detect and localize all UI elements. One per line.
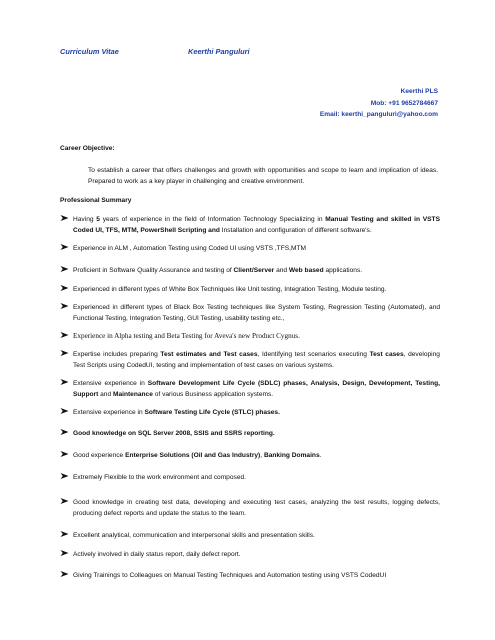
- bold-text-run: Software Testing Life Cycle (STLC) phases.: [144, 409, 280, 416]
- text-run: Having: [73, 216, 97, 223]
- arrow-bullet-icon: [60, 302, 70, 311]
- summary-item-text: [73, 472, 440, 483]
- contact-mobile: Mob: +91 9652784667: [370, 99, 438, 107]
- arrow-bullet-icon: [60, 349, 70, 358]
- text-run: Experience in ALM , Automation Testing using Coded UI using VSTS ,TFS,MTM: [73, 245, 306, 252]
- arrow-bullet-icon: [60, 378, 70, 387]
- arrow-bullet-icon: [60, 549, 70, 558]
- summary-item-text: [73, 302, 440, 324]
- contact-name: Keerthi PLS: [400, 88, 438, 95]
- text-run: Experience in Alpha testing and Beta Testing for Aveva's new Product Cygnus.: [73, 332, 300, 340]
- arrow-bullet-icon: [60, 265, 70, 274]
- contact-email: Email: keerthi_panguluri@yahoo.com: [319, 111, 438, 118]
- text-run: ,: [260, 452, 264, 459]
- summary-item-text: [73, 331, 440, 342]
- bold-text-run: Test cases: [369, 351, 404, 358]
- text-run: Good knowledge in creating test data, developing and executing test cases, analyzing the test results, logging defects, producing defect reports and update the status to the team.: [73, 499, 440, 517]
- summary-item-text: [73, 265, 440, 276]
- text-run: Experienced in different types of Black Box Testing techniques like System Testing, Regression Testing (Automated), and Functional Testing, Integration Testing, GUI Testing, usability testing etc.,: [73, 304, 440, 322]
- text-run: Excellent analytical, communication and interpersonal skills and presentation skills.: [73, 532, 315, 539]
- text-run: , Identifying test scenarios executing: [257, 351, 370, 358]
- doc-type-label: Curriculum Vitae: [60, 47, 119, 56]
- summary-item-text: [73, 450, 440, 461]
- bold-text-run: Good knowledge on SQL Server 2008, SSIS and SSRS reporting.: [73, 430, 275, 437]
- arrow-bullet-icon: [60, 407, 70, 416]
- text-run: Good experience: [73, 452, 126, 459]
- bold-text-run: Web based: [288, 267, 324, 274]
- header-name: Keerthi Panguluri: [188, 47, 250, 56]
- bold-text-run: Client/Server: [233, 267, 275, 274]
- bold-text-run: Test estimates and Test cases: [160, 351, 258, 358]
- arrow-bullet-icon: [60, 570, 70, 579]
- arrow-bullet-icon: [60, 331, 70, 340]
- bold-text-run: 5: [96, 216, 100, 223]
- text-run: Extensive experience in: [73, 380, 148, 387]
- summary-item-text: [73, 549, 440, 560]
- text-run: , developing Test Scripts using CodedUI, testing and implementation of test cases on various systems.: [73, 351, 440, 369]
- contact-block: [320, 86, 438, 121]
- text-run: Actively involved in daily status report, daily defect report.: [73, 551, 241, 558]
- bold-text-run: Banking Domains: [263, 452, 320, 459]
- text-run: and: [98, 391, 113, 398]
- text-run: years of experience in the field of Information Technology Specializing in: [99, 216, 326, 223]
- text-run: applications.: [323, 267, 363, 274]
- summary-item-text: [73, 378, 440, 400]
- arrow-bullet-icon: [60, 450, 70, 459]
- career-objective-text: To establish a career that offers challenges and growth with opportunities and scope to learn and implication of ideas. Prepared to work as a key player in challenging and creative environment.: [88, 167, 438, 185]
- arrow-bullet-icon: [60, 530, 70, 539]
- text-run: of various Business application systems.: [152, 391, 274, 398]
- text-run: Giving Trainings to Colleagues on Manual Testing Techniques and Automation testing using VSTS CodedUI: [73, 572, 387, 579]
- arrow-bullet-icon: [60, 497, 70, 506]
- summary-item-text: [73, 284, 440, 295]
- summary-item-text: [73, 530, 440, 541]
- arrow-bullet-icon: [60, 472, 70, 481]
- bold-text-run: Software Development Life Cycle (SDLC) phases, Analysis, Design, Development, Testing, Support: [73, 380, 440, 398]
- summary-item-text: [73, 497, 440, 519]
- text-run: Expertise includes preparing: [73, 351, 161, 358]
- career-objective-title: Career Objective:: [60, 145, 115, 152]
- professional-summary-title: Professional Summary: [60, 197, 132, 204]
- arrow-bullet-icon: [60, 243, 70, 252]
- text-run: Extremely Flexible to the work environment and composed.: [73, 474, 246, 481]
- arrow-bullet-icon: [60, 214, 70, 223]
- bold-text-run: Manual Testing and skilled in VSTS Coded UI, TFS, MTM, PowerShell Scripting and: [73, 216, 440, 234]
- bold-text-run: Enterprise Solutions (Oil and Gas Industry): [125, 452, 261, 459]
- text-run: Proficient in Software Quality Assurance and testing of: [73, 267, 234, 274]
- arrow-bullet-icon: [60, 284, 70, 293]
- bold-text-run: Maintenance: [112, 391, 153, 398]
- text-run: .: [319, 452, 322, 459]
- summary-item-text: [73, 428, 440, 439]
- summary-item-text: [73, 214, 440, 236]
- text-run: and: [274, 267, 289, 274]
- text-run: Installation and configuration of different software's.: [219, 227, 372, 234]
- summary-item-text: [73, 349, 440, 371]
- arrow-bullet-icon: [60, 428, 70, 437]
- summary-item-text: [73, 243, 440, 254]
- text-run: Experienced in different types of White Box Techniques like Unit testing, Integration Testing, Module testing.: [73, 286, 387, 293]
- text-run: Extensive experience in: [73, 409, 145, 416]
- summary-item-text: [73, 570, 440, 581]
- summary-item-text: [73, 407, 440, 418]
